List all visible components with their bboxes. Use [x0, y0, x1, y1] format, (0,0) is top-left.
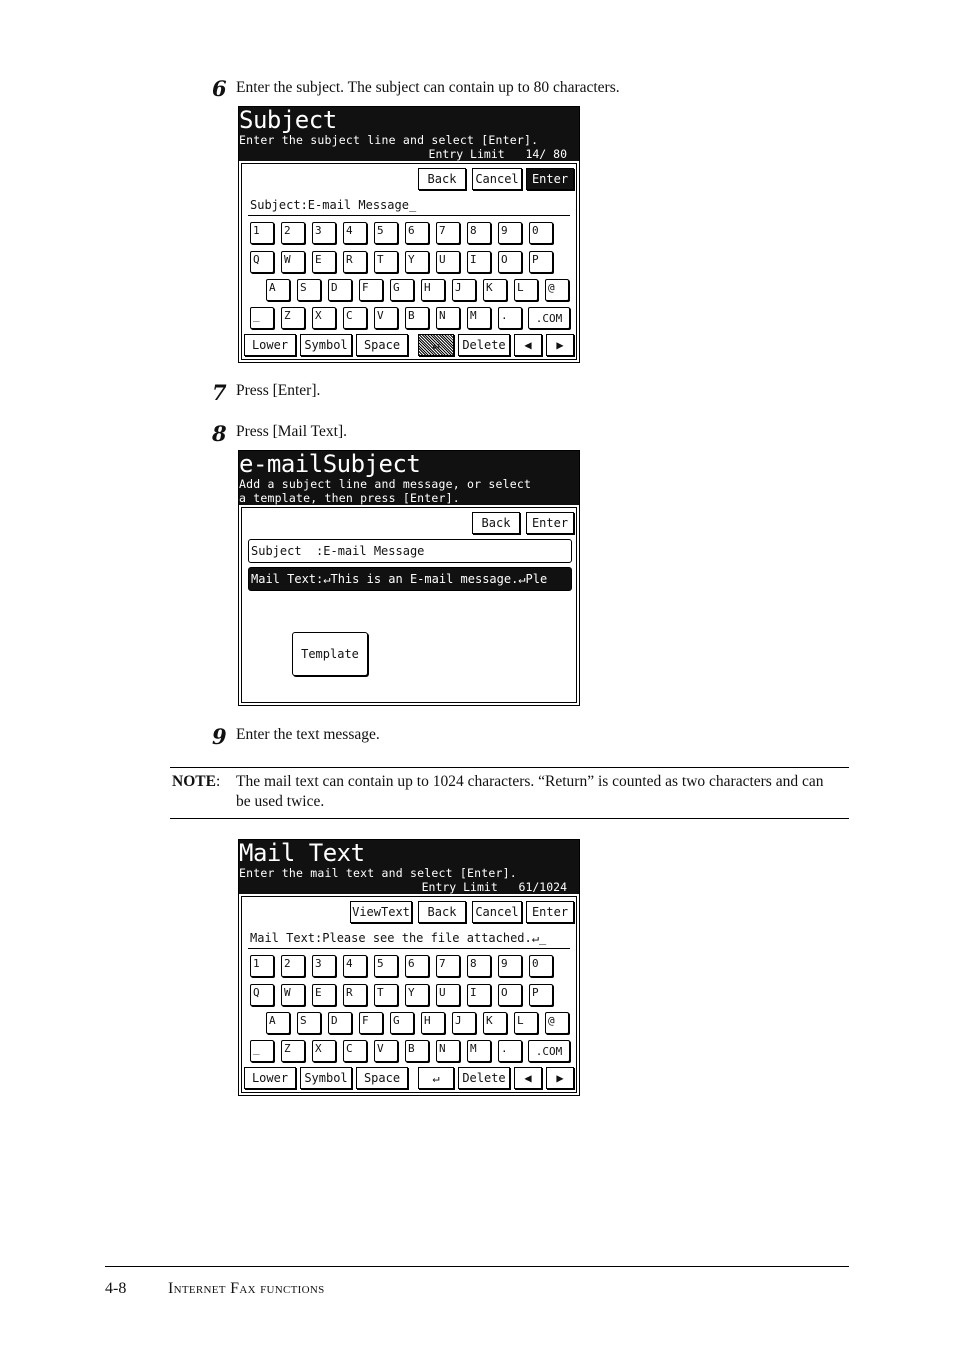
- cancel-button[interactable]: Cancel: [472, 168, 522, 190]
- key-row2-5[interactable]: Y: [405, 251, 429, 273]
- key-row3-5[interactable]: H: [421, 279, 445, 301]
- key-row3-9[interactable]: @: [545, 1012, 569, 1034]
- note-text: The mail text can contain up to 1024 characters. “Return” is counted as two characters and can be used twice.: [236, 773, 824, 810]
- cancel-button[interactable]: Cancel: [472, 901, 522, 923]
- screen-title: Subject: [239, 106, 337, 134]
- key-row2-8[interactable]: O: [498, 251, 522, 273]
- step-8-text: Press [Mail Text].: [236, 423, 347, 440]
- step-6-number: 6: [212, 76, 227, 101]
- entry-limit: Entry Limit 61/1024: [421, 880, 567, 894]
- key-row1-1[interactable]: 2: [281, 222, 305, 244]
- key-row1-5[interactable]: 6: [405, 955, 429, 977]
- key-row4-7[interactable]: M: [467, 307, 491, 329]
- key-row4-4[interactable]: V: [374, 307, 398, 329]
- key-row2-9[interactable]: P: [529, 251, 553, 273]
- step-7-text: Press [Enter].: [236, 382, 321, 399]
- back-button[interactable]: Back: [418, 901, 466, 923]
- section-title: Internet Fax functions: [168, 1280, 325, 1297]
- key-row2-7[interactable]: I: [467, 251, 491, 273]
- entry-text: Subject:E-mail Message_: [250, 198, 417, 212]
- mail-text-screen: [238, 839, 580, 1096]
- screen-body: [241, 896, 577, 1093]
- back-button[interactable]: Back: [472, 512, 520, 534]
- key-row3-9[interactable]: @: [545, 279, 569, 301]
- key-row4-1[interactable]: Z: [281, 1040, 305, 1062]
- key-row2-1[interactable]: W: [281, 251, 305, 273]
- key-row2-6[interactable]: U: [436, 984, 460, 1006]
- key-row4-8[interactable]: .: [498, 1040, 522, 1062]
- footer-rule: [105, 1266, 849, 1267]
- step-8-number: 8: [212, 421, 227, 446]
- key-row4-3[interactable]: C: [343, 307, 367, 329]
- screen-body: [241, 163, 577, 360]
- note-label-text: NOTE: [172, 773, 216, 790]
- screen-title: e-mailSubject: [239, 450, 421, 478]
- key-row2-2[interactable]: E: [312, 251, 336, 273]
- key-row1-4[interactable]: 5: [374, 222, 398, 244]
- key-row3-2[interactable]: D: [328, 1012, 352, 1034]
- mail-text-field[interactable]: Mail Text:↵This is an E-mail message.↵Ple: [248, 567, 572, 591]
- key-row4-7[interactable]: M: [467, 1040, 491, 1062]
- key-row2-6[interactable]: U: [436, 251, 460, 273]
- screen-body: [241, 507, 577, 703]
- key-row2-0[interactable]: Q: [250, 984, 274, 1006]
- entry-text: Mail Text:Please see the file attached.↵_: [250, 931, 547, 945]
- key-row1-3[interactable]: 4: [343, 222, 367, 244]
- key-row3-7[interactable]: K: [483, 279, 507, 301]
- space-button[interactable]: Space: [356, 334, 408, 356]
- screen-header: [239, 451, 579, 505]
- screen-instruction-1: Add a subject line and message, or select: [239, 477, 532, 491]
- key-row4-0[interactable]: _: [250, 307, 274, 329]
- page-number: 4-8: [105, 1280, 127, 1297]
- key-row2-5[interactable]: Y: [405, 984, 429, 1006]
- key-row3-2[interactable]: D: [328, 279, 352, 301]
- key-row1-3[interactable]: 4: [343, 955, 367, 977]
- key-row1-2[interactable]: 3: [312, 222, 336, 244]
- enter-button[interactable]: Enter: [526, 901, 574, 923]
- key-row1-8[interactable]: 9: [498, 955, 522, 977]
- key-row4-5[interactable]: B: [405, 307, 429, 329]
- lower-button[interactable]: Lower: [244, 334, 296, 356]
- key-row3-4[interactable]: G: [390, 1012, 414, 1034]
- symbol-button[interactable]: Symbol: [300, 1067, 352, 1089]
- key-row3-8[interactable]: L: [514, 279, 538, 301]
- key-row1-2[interactable]: 3: [312, 955, 336, 977]
- key-row1-0[interactable]: 1: [250, 222, 274, 244]
- key-row3-0[interactable]: A: [266, 1012, 290, 1034]
- screen-instruction: Enter the subject line and select [Enter].: [239, 133, 539, 147]
- enter-button[interactable]: Enter: [526, 512, 574, 534]
- key-row2-8[interactable]: O: [498, 984, 522, 1006]
- step-7-number: 7: [212, 380, 227, 405]
- key-row4-0[interactable]: _: [250, 1040, 274, 1062]
- key-row1-1[interactable]: 2: [281, 955, 305, 977]
- key-row1-8[interactable]: 9: [498, 222, 522, 244]
- key-row1-5[interactable]: 6: [405, 222, 429, 244]
- screen-instruction: Enter the mail text and select [Enter].: [239, 866, 517, 880]
- key-row2-3[interactable]: R: [343, 251, 367, 273]
- left-arrow-button[interactable]: ◀: [514, 334, 542, 356]
- key-row2-4[interactable]: T: [374, 251, 398, 273]
- key-row3-3[interactable]: F: [359, 279, 383, 301]
- return-button[interactable]: ↵: [418, 334, 454, 356]
- key-row3-1[interactable]: S: [297, 1012, 321, 1034]
- dotcom-key[interactable]: .COM: [528, 307, 570, 329]
- key-row4-8[interactable]: .: [498, 307, 522, 329]
- right-arrow-button[interactable]: ▶: [546, 334, 574, 356]
- key-row2-4[interactable]: T: [374, 984, 398, 1006]
- lower-button[interactable]: Lower: [244, 1067, 296, 1089]
- view-text-button[interactable]: ViewText: [350, 901, 412, 923]
- key-row1-7[interactable]: 8: [467, 955, 491, 977]
- key-row1-9[interactable]: 0: [529, 222, 553, 244]
- key-row4-3[interactable]: C: [343, 1040, 367, 1062]
- key-row1-4[interactable]: 5: [374, 955, 398, 977]
- screen-instruction-2: a template, then press [Enter].: [239, 491, 460, 505]
- note-bottom-rule: [170, 818, 849, 819]
- key-row2-7[interactable]: I: [467, 984, 491, 1006]
- key-row3-3[interactable]: F: [359, 1012, 383, 1034]
- key-row4-2[interactable]: X: [312, 307, 336, 329]
- key-row4-2[interactable]: X: [312, 1040, 336, 1062]
- key-row3-5[interactable]: H: [421, 1012, 445, 1034]
- key-row3-6[interactable]: J: [452, 1012, 476, 1034]
- enter-button[interactable]: Enter: [526, 168, 574, 190]
- key-row1-7[interactable]: 8: [467, 222, 491, 244]
- note-label: NOTE:: [172, 773, 221, 790]
- key-row1-6[interactable]: 7: [436, 222, 460, 244]
- key-row2-0[interactable]: Q: [250, 251, 274, 273]
- key-row2-1[interactable]: W: [281, 984, 305, 1006]
- note-top-rule: [170, 767, 849, 768]
- step-9-text: Enter the text message.: [236, 726, 380, 743]
- screen-header: [239, 840, 579, 894]
- key-row4-1[interactable]: Z: [281, 307, 305, 329]
- step-6-text: Enter the subject. The subject can contain up to 80 characters.: [236, 79, 620, 96]
- key-row4-6[interactable]: N: [436, 1040, 460, 1062]
- key-row2-3[interactable]: R: [343, 984, 367, 1006]
- screen-header: [239, 107, 579, 161]
- key-row3-7[interactable]: K: [483, 1012, 507, 1034]
- key-row4-5[interactable]: B: [405, 1040, 429, 1062]
- email-subject-screen: [238, 450, 580, 706]
- key-row3-4[interactable]: G: [390, 279, 414, 301]
- key-row3-0[interactable]: A: [266, 279, 290, 301]
- right-arrow-button[interactable]: ▶: [546, 1067, 574, 1089]
- entry-underline: [248, 215, 570, 216]
- key-row3-8[interactable]: L: [514, 1012, 538, 1034]
- left-arrow-button[interactable]: ◀: [514, 1067, 542, 1089]
- key-row4-4[interactable]: V: [374, 1040, 398, 1062]
- key-row2-9[interactable]: P: [529, 984, 553, 1006]
- key-row1-9[interactable]: 0: [529, 955, 553, 977]
- step-9-number: 9: [212, 724, 227, 749]
- entry-underline: [248, 948, 570, 949]
- back-button[interactable]: Back: [418, 168, 466, 190]
- key-row3-6[interactable]: J: [452, 279, 476, 301]
- delete-button[interactable]: Delete: [458, 334, 510, 356]
- key-row1-0[interactable]: 1: [250, 955, 274, 977]
- space-button[interactable]: Space: [356, 1067, 408, 1089]
- symbol-button[interactable]: Symbol: [300, 334, 352, 356]
- return-button[interactable]: ↵: [418, 1067, 454, 1089]
- subject-screen: [238, 106, 580, 363]
- key-row2-2[interactable]: E: [312, 984, 336, 1006]
- entry-limit: Entry Limit 14/ 80: [428, 147, 567, 161]
- key-row4-6[interactable]: N: [436, 307, 460, 329]
- dotcom-key[interactable]: .COM: [528, 1040, 570, 1062]
- subject-field[interactable]: Subject :E-mail Message: [248, 539, 572, 563]
- key-row3-1[interactable]: S: [297, 279, 321, 301]
- screen-title: Mail Text: [239, 839, 365, 867]
- delete-button[interactable]: Delete: [458, 1067, 510, 1089]
- key-row1-6[interactable]: 7: [436, 955, 460, 977]
- template-button[interactable]: Template: [292, 632, 368, 676]
